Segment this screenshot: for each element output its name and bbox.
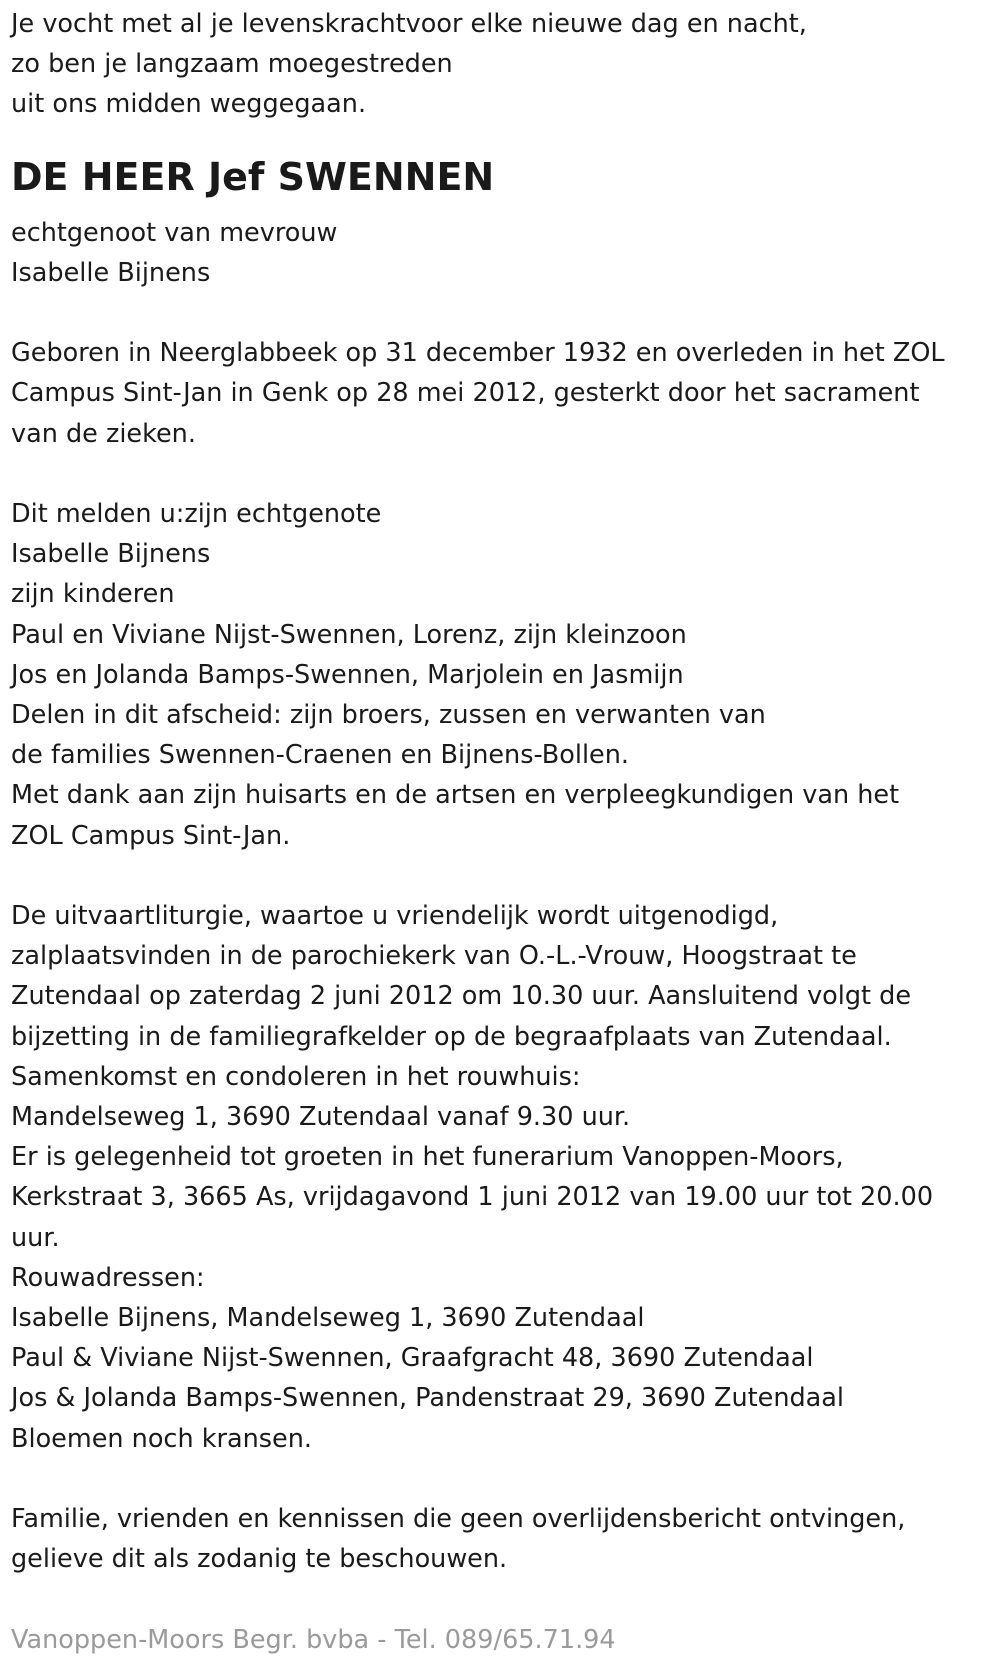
poem-line: Je vocht met al je levenskrachtvoor elke nieuwe dag en nacht, xyxy=(11,9,807,39)
ceremony-line: Jos & Jolanda Bamps-Swennen, Pandenstraat 29, 3690 Zutendaal xyxy=(11,1383,845,1414)
family-line: Isabelle Bijnens xyxy=(11,539,211,570)
ceremony-line: zalplaatsvinden in de parochiekerk van O.-L.-Vrouw, Hoogstraat te xyxy=(11,941,857,972)
birth-death-line: van de zieken. xyxy=(11,418,196,449)
ceremony-line: Rouwadressen: xyxy=(11,1262,205,1293)
spacer xyxy=(11,454,991,494)
ceremony-line: Isabelle Bijnens, Mandelseweg 1, 3690 Zutendaal xyxy=(11,1303,645,1334)
ceremony-line: bijzetting in de familiegrafkelder op de begraafplaats van Zutendaal. xyxy=(11,1021,892,1052)
ceremony-line: Kerkstraat 3, 3665 As, vrijdagavond 1 juni 2012 van 19.00 uur tot 20.00 xyxy=(11,1182,934,1213)
family-line: Paul en Viviane Nijst-Swennen, Lorenz, zijn kleinzoon xyxy=(11,619,687,650)
family-line: ZOL Campus Sint-Jan. xyxy=(11,820,291,851)
deceased-name-title: DE HEER Jef SWENNEN xyxy=(11,154,495,199)
family-section xyxy=(11,494,991,856)
ceremony-line: uur. xyxy=(11,1222,60,1253)
funeral-home-footer: Vanoppen-Moors Begr. bvba - Tel. 089/65.71.94 xyxy=(11,1625,616,1655)
spacer xyxy=(11,1459,991,1499)
spouse-line: Isabelle Bijnens xyxy=(11,257,211,288)
family-line: zijn kinderen xyxy=(11,579,175,610)
spouse-line: echtgenoot van mevrouw xyxy=(11,217,338,248)
birth-death-line: Campus Sint-Jan in Genk op 28 mei 2012, gesterkt door het sacrament xyxy=(11,378,920,409)
family-line: Jos en Jolanda Bamps-Swennen, Marjolein en Jasmijn xyxy=(11,659,684,690)
ceremony-line: Mandelseweg 1, 3690 Zutendaal vanaf 9.30 uur. xyxy=(11,1102,631,1133)
poem-line: zo ben je langzaam moegestreden xyxy=(11,49,453,80)
ceremony-line: Bloemen noch kransen. xyxy=(11,1423,312,1454)
spacer xyxy=(11,293,991,333)
ceremony-line: Zutendaal op zaterdag 2 juni 2012 om 10.30 uur. Aansluitend volgt de xyxy=(11,981,912,1012)
birth-death-line: Geboren in Neerglabbeek op 31 december 1932 en overleden in het ZOL xyxy=(11,338,945,369)
ceremony-section xyxy=(11,896,991,1459)
obituary-document xyxy=(11,4,991,1579)
ceremony-line: Samenkomst en condoleren in het rouwhuis: xyxy=(11,1061,581,1092)
poem-section xyxy=(11,4,991,125)
spouse-section xyxy=(11,213,991,293)
ceremony-line: Paul & Viviane Nijst-Swennen, Graafgracht 48, 3690 Zutendaal xyxy=(11,1343,814,1374)
closing-line: Familie, vrienden en kennissen die geen overlijdensbericht ontvingen, xyxy=(11,1504,906,1535)
birth-death-section xyxy=(11,333,991,454)
family-line: de families Swennen-Craenen en Bijnens-Bollen. xyxy=(11,740,630,771)
family-line: Dit melden u:zijn echtgenote xyxy=(11,499,382,529)
poem-line: uit ons midden weggegaan. xyxy=(11,89,367,120)
ceremony-line: Er is gelegenheid tot groeten in het funerarium Vanoppen-Moors, xyxy=(11,1142,844,1173)
family-line: Delen in dit afscheid: zijn broers, zussen en verwanten van xyxy=(11,700,766,731)
closing-section xyxy=(11,1499,991,1579)
family-line: Met dank aan zijn huisarts en de artsen en verpleegkundigen van het xyxy=(11,780,900,811)
closing-line: gelieve dit als zodanig te beschouwen. xyxy=(11,1544,508,1575)
spacer xyxy=(11,856,991,896)
ceremony-line: De uitvaartliturgie, waartoe u vriendelijk wordt uitgenodigd, xyxy=(11,901,779,932)
